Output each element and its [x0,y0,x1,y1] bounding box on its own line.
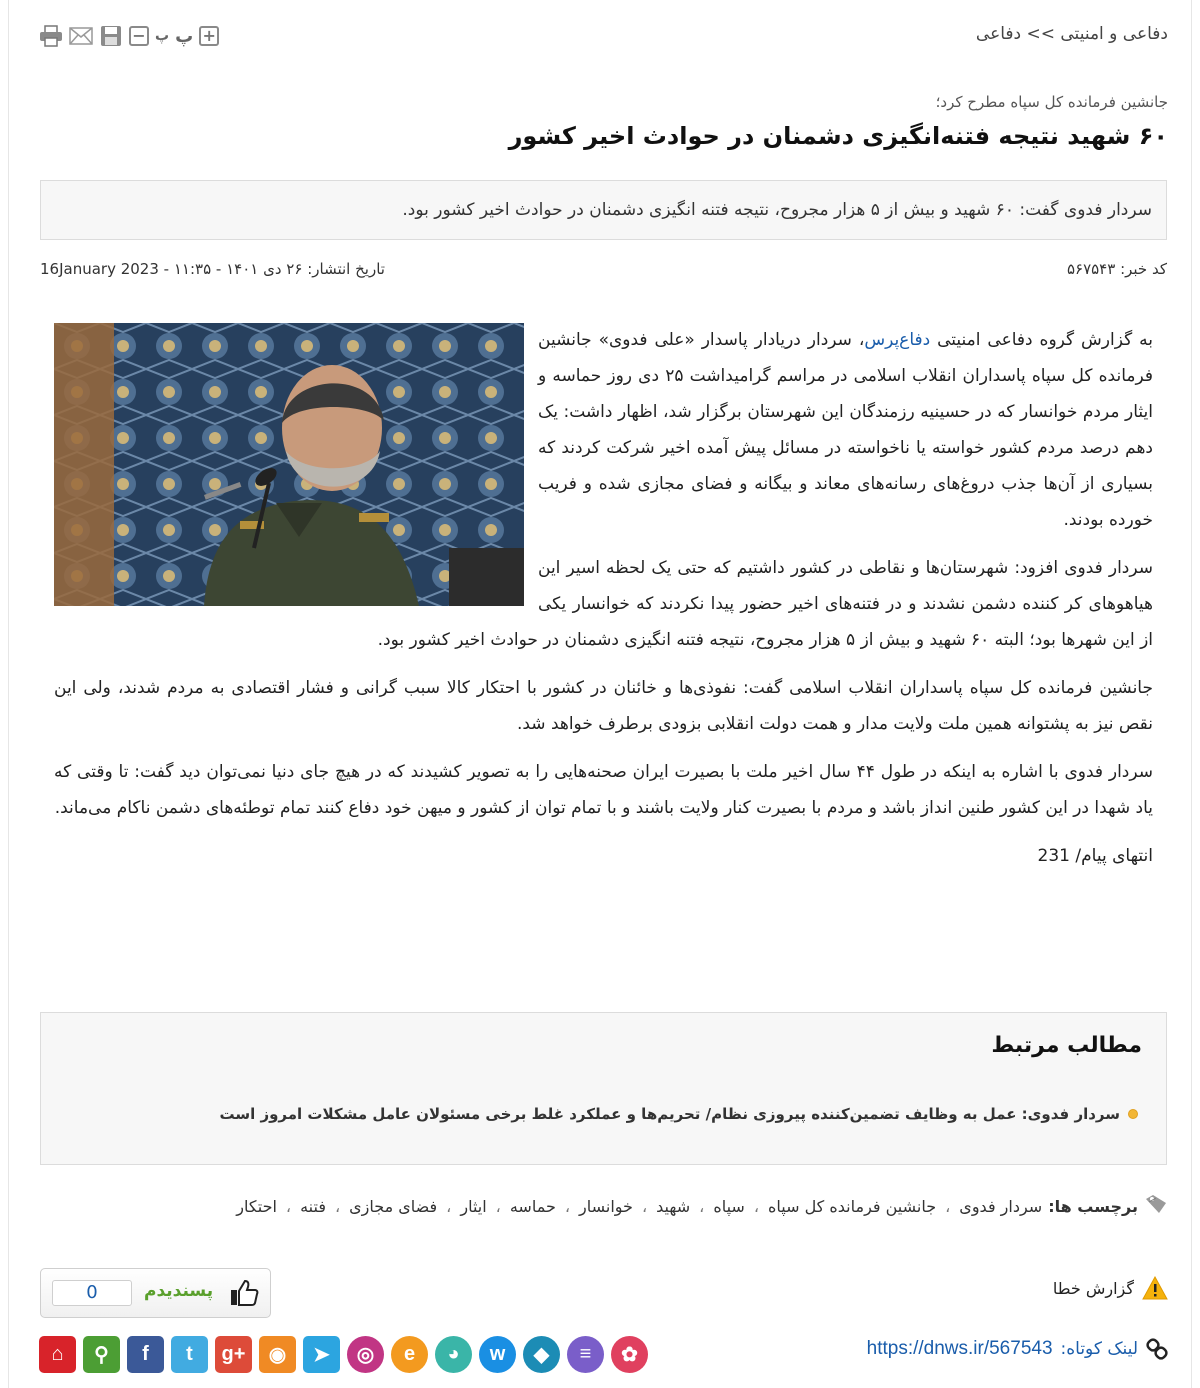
like-button[interactable] [40,1268,271,1318]
news-code-label: کد خبر: [1120,260,1167,278]
publish-date-label: تاریخ انتشار: [307,260,385,278]
envelope-icon[interactable] [69,24,93,48]
publish-date [40,260,385,278]
source-link[interactable]: دفاع‌پرس [864,330,931,350]
printer-icon[interactable] [39,24,63,48]
floppy-disk-icon[interactable] [99,24,123,48]
tag-link[interactable]: احتکار [236,1196,277,1216]
article-paragraph-2: سردار فدوی افزود: شهرستان‌ها و نقاطی در کشور داشتیم که حتی یک لحظه اسیر این هیاهوهای کر کننده دشمن نشدند و در فتنه‌های اخیر حضور پیدا نکردند که خوانسار یکی از این شهرها بود؛ البته ۶۰ شهید و بیش از ۵ هزار مجروح، نتیجه فتنه انگیزی دشمنان در حوادث اخیر کشور بود. [377,558,1153,650]
tag-separator: ، [641,1196,648,1216]
tag-separator: ، [753,1196,759,1216]
related-articles [40,1012,1167,1165]
tag-link[interactable]: جانشین فرمانده کل سپاه [767,1196,937,1216]
igap-icon[interactable]: ◆ [523,1336,560,1373]
tag-link[interactable]: خوانسار [579,1196,633,1216]
google-plus-icon[interactable]: g+ [215,1336,252,1373]
telegram-icon[interactable]: ➤ [303,1336,340,1373]
tag-separator: ، [564,1196,571,1216]
warning-icon [1142,1276,1168,1300]
tag-separator: ، [334,1196,341,1216]
related-item[interactable] [219,1105,1138,1123]
tags-bar [236,1193,1168,1219]
facebook-icon[interactable]: f [127,1336,164,1373]
related-item-title[interactable]: سردار فدوی: عمل به وظایف تضمین‌کننده پیروزی نظام/ تحریم‌ها و عملکرد غلط برخی مسئولان عامل مشکلات امروز است [219,1105,1120,1123]
news-code-value: ۵۶۷۵۴۳ [1066,260,1116,278]
soroush-icon[interactable]: w [479,1336,516,1373]
page-container [8,0,1192,1388]
article-photo [54,323,524,606]
article-body [54,322,1153,886]
zoom-in-icon[interactable]: + [199,26,219,46]
rss-icon[interactable]: ◉ [259,1336,296,1373]
tag-link[interactable]: فضای مجازی [349,1196,438,1216]
tag-separator: ، [285,1196,292,1216]
rubika-icon[interactable]: ✿ [611,1336,648,1373]
tag-separator: ، [945,1196,951,1216]
tag-separator: ، [495,1196,501,1216]
report-error-label[interactable]: گزارش خطا [1052,1278,1134,1298]
tag-icon [1144,1193,1168,1219]
top-bar [9,22,1191,52]
article-end-note: انتهای پیام/ 231 [1037,846,1153,866]
short-link-label: لینک کوتاه: [1060,1339,1138,1359]
link-icon [1146,1338,1168,1360]
tag-link[interactable]: سپاه [713,1196,745,1216]
search-share-icon[interactable]: ⚲ [83,1336,120,1373]
twitter-icon[interactable]: t [171,1336,208,1373]
font-small-icon[interactable]: پ [155,28,170,44]
news-code [1067,260,1167,278]
tag-link[interactable]: حماسه [509,1196,556,1216]
font-large-icon[interactable]: پ [175,25,194,47]
article-toolbar [39,24,219,48]
tag-separator: ، [446,1196,452,1216]
instagram-icon[interactable]: ◎ [347,1336,384,1373]
gap-icon[interactable]: ≡ [567,1336,604,1373]
report-error-link[interactable] [1053,1276,1168,1300]
thumbs-up-icon[interactable] [229,1279,259,1307]
short-link [867,1338,1168,1360]
bale-icon[interactable]: ◕ [435,1336,472,1373]
tag-link[interactable]: سردار فدوی [959,1196,1043,1216]
social-share-bar [39,1336,648,1373]
eitaa-icon[interactable]: e [391,1336,428,1373]
article-lead-top: جانشین فرمانده کل سپاه مطرح کرد؛ [935,93,1168,111]
publish-date-value: ۲۶ دی ۱۴۰۱ - ۱۱:۳۵ - 16January 2023 [40,260,303,278]
short-link-url[interactable]: https://dnws.ir/567543 [866,1338,1053,1359]
paragraph-text: به گزارش گروه دفاعی امنیتی [930,330,1153,350]
like-count: 0 [52,1280,132,1306]
paragraph-text: ، سردار دریادار پاسدار «علی فدوی» جانشین فرمانده کل سپاه پاسداران انقلاب اسلامی در مراسم گرامیداشت ۲۵ دی روز حماسه و ایثار مردم خوانسار که در حسینیه رزمندگان این شهرستان برگزار شد، اظهار داشت: یک دهم درصد مردم کشور خواسته یا ناخواسته در مسائل پیش آمده اخیر شرکت کردند که بسیاری از آن‌ها جذب دروغ‌های رسانه‌های معاند و بیگانه و فضای مجازی شده و فریب خورده بودند. [538,330,1153,530]
related-heading: مطالب مرتبط [991,1033,1142,1058]
article-paragraph-4: سردار فدوی با اشاره به اینکه در طول ۴۴ سال اخیر ملت با بصیرت ایران صحنه‌هایی را به تصویر کشیدند که در هیچ جای دنیا نمی‌توان دید گفت: تا وقتی که یاد شهدا در این کشور طنین انداز باشد و مردم با بصیرت کنار ولایت باشند و با تمام توان از کشور و میهن خود دفاع کنند تمام توطئه‌های دشمن ناکام می‌ماند. [54,762,1153,818]
tag-link[interactable]: ایثار [460,1196,487,1216]
like-label[interactable]: پسندیدم [144,1281,214,1301]
article-summary: سردار فدوی گفت: ۶۰ شهید و بیش از ۵ هزار مجروح، نتیجه فتنه انگیزی دشمنان در حوادث اخیر کشور بود. [40,180,1167,240]
article-paragraph-3: جانشین فرمانده کل سپاه پاسداران انقلاب اسلامی گفت: نفوذی‌ها و خائنان در کشور با احتکار کالا سبب گرانی و فشار اقتصادی به مردم شدند، ولی این نقص نیز به پشتوانه همین ملت ولایت مدار و همت دولت انقلابی بزودی برطرف خواهد شد. [54,678,1153,734]
tag-link[interactable]: فتنه [300,1196,326,1216]
article-meta [40,260,1167,284]
tag-separator: ، [699,1196,705,1216]
article-title: ۶۰ شهید نتیجه فتنه‌انگیزی دشمنان در حوادث اخیر کشور [508,122,1168,150]
tag-link[interactable]: شهید [656,1196,691,1216]
bullet-icon [1128,1109,1138,1119]
home-share-icon[interactable]: ⌂ [39,1336,76,1373]
breadcrumb[interactable]: دفاعی و امنیتی >> دفاعی [975,24,1168,44]
tags-label: برچسب ها: [1048,1196,1138,1216]
zoom-out-icon[interactable]: − [129,26,149,46]
